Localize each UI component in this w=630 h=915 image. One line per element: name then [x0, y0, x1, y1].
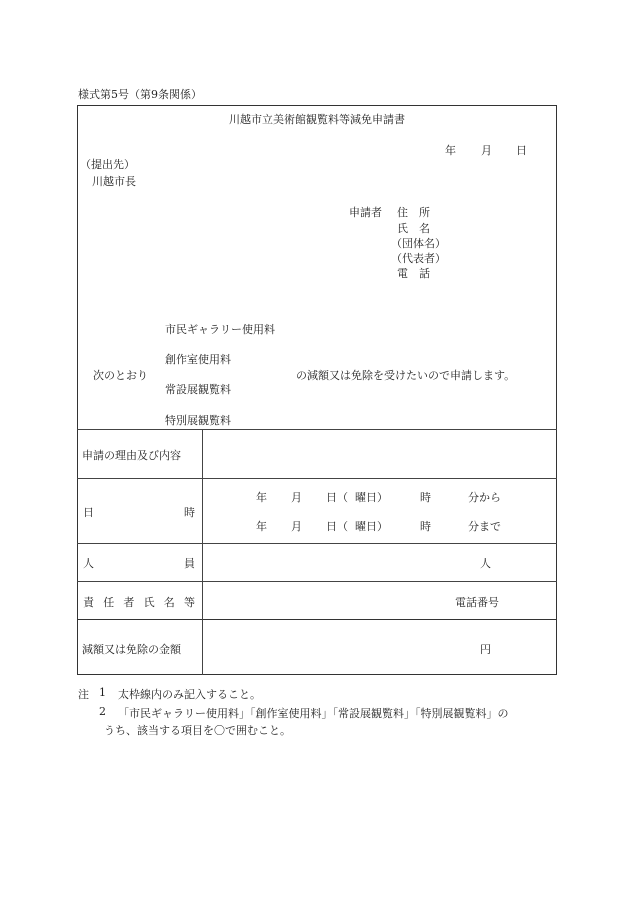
note-2-text: 「市民ギャラリー使用料」「創作室使用料」「常設展観覧料」「特別展観覧料」の	[118, 707, 509, 720]
note-2-text-continued: うち、該当する項目を〇で囲むこと。	[104, 724, 291, 737]
note-1-number: 1	[99, 686, 106, 699]
people-label	[83, 555, 195, 571]
date-year: 年	[445, 144, 456, 157]
from-year: 年	[256, 491, 267, 504]
applicant-phone-label: 電 話	[397, 267, 430, 280]
option-permanent-exhibit-fee: 常設展観覧料	[165, 383, 231, 396]
responsible-label-char: 任	[103, 596, 115, 609]
responsible-label	[83, 594, 195, 610]
notes-heading: 注	[78, 688, 89, 701]
from-hour: 時	[420, 491, 431, 504]
to-weekday: 曜日）	[355, 520, 388, 533]
reason-label: 申請の理由及び内容	[82, 449, 181, 462]
to-day: 日（	[326, 520, 348, 533]
to-hour: 時	[420, 520, 431, 533]
row-divider	[77, 581, 557, 582]
applicant-group-label: （団体名）	[391, 237, 446, 250]
datetime-label-left: 日	[83, 506, 94, 519]
date-month: 月	[481, 144, 492, 157]
to-month: 月	[291, 520, 302, 533]
request-prefix: 次のとおり	[93, 369, 148, 382]
row-divider	[77, 429, 557, 430]
applicant-representative-label: （代表者）	[391, 252, 446, 265]
option-gallery-fee: 市民ギャラリー使用料	[165, 323, 275, 336]
responsible-label-char: 名	[163, 596, 175, 609]
request-suffix: の減額又は免除を受けたいので申請します。	[296, 369, 516, 382]
option-special-exhibit-fee: 特別展観覧料	[165, 414, 231, 427]
amount-label: 減額又は免除の金額	[82, 643, 181, 656]
form-title: 川越市立美術館観覧料等減免申請書	[229, 113, 405, 126]
note-1-text: 太枠線内のみ記入すること。	[118, 688, 261, 701]
form-number: 様式第5号（第9条関係）	[78, 88, 202, 101]
to-year: 年	[256, 520, 267, 533]
option-studio-fee: 創作室使用料	[165, 353, 231, 366]
to-minute: 分まで	[468, 520, 501, 533]
note-2-number: 2	[99, 705, 106, 718]
submit-to-label: （提出先）	[80, 158, 135, 171]
row-divider	[77, 478, 557, 479]
responsible-label-char: 責	[83, 596, 94, 609]
applicant-address-label: 住 所	[397, 206, 430, 219]
phone-number-label: 電話番号	[455, 596, 499, 609]
from-weekday: 曜日）	[355, 491, 388, 504]
datetime-label	[83, 504, 195, 520]
date-day: 日	[516, 144, 527, 157]
people-label-right: 員	[184, 557, 195, 570]
form-frame	[77, 105, 557, 675]
responsible-label-char: 等	[183, 596, 195, 609]
applicant-label: 申請者	[349, 206, 382, 219]
from-month: 月	[291, 491, 302, 504]
people-label-left: 人	[83, 557, 94, 570]
from-minute: 分から	[468, 491, 501, 504]
submit-to-name: 川越市長	[92, 175, 136, 188]
from-day: 日（	[326, 491, 348, 504]
row-divider	[77, 543, 557, 544]
people-unit: 人	[480, 557, 491, 570]
responsible-label-char: 者	[123, 596, 135, 609]
amount-unit: 円	[480, 643, 491, 656]
applicant-name-label: 氏 名	[397, 222, 430, 235]
row-divider	[77, 619, 557, 620]
responsible-label-char: 氏	[143, 596, 155, 609]
column-divider	[202, 429, 203, 675]
datetime-label-right: 時	[184, 506, 195, 519]
